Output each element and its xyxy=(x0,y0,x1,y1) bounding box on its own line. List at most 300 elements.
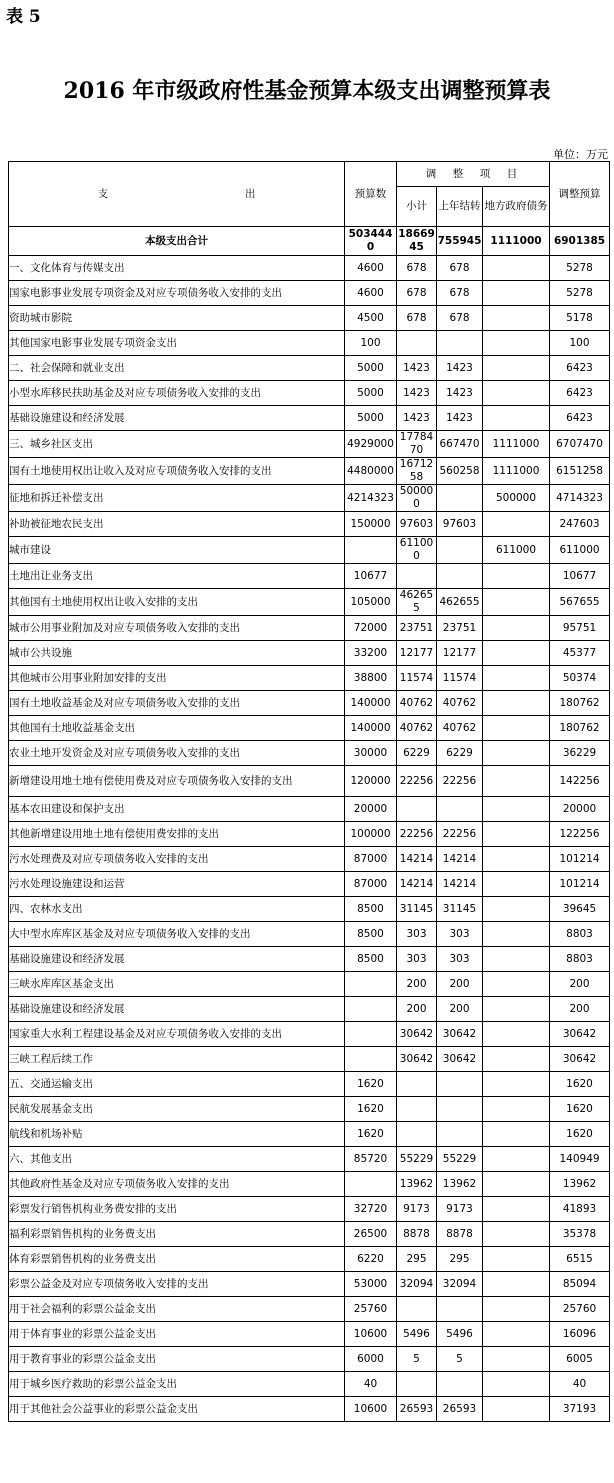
carryover-cell: 14214 xyxy=(437,847,483,872)
local-debt-cell xyxy=(483,1047,550,1072)
subtotal-cell: 14214 xyxy=(397,847,437,872)
budget-cell: 140000 xyxy=(345,691,397,716)
row-name-cell: 三峡水库库区基金支出 xyxy=(9,972,345,997)
local-debt-cell xyxy=(483,381,550,406)
header-subtotal: 小计 xyxy=(397,187,437,227)
table-row xyxy=(9,997,610,1022)
budget-cell: 6000 xyxy=(345,1347,397,1372)
carryover-cell xyxy=(437,1372,483,1397)
row-name-cell: 国有土地收益基金及对应专项债务收入安排的支出 xyxy=(9,691,345,716)
budget-cell: 4500 xyxy=(345,306,397,331)
local-debt-cell xyxy=(483,766,550,797)
subtotal-cell: 6229 xyxy=(397,741,437,766)
carryover-cell xyxy=(437,1072,483,1097)
adjusted-cell: 41893 xyxy=(550,1197,610,1222)
local-debt-cell: 1111000 xyxy=(483,458,550,485)
row-name-cell: 其他新增建设用地土地有偿使用费安排的支出 xyxy=(9,822,345,847)
adjusted-cell: 16096 xyxy=(550,1322,610,1347)
carryover-cell: 303 xyxy=(437,947,483,972)
table-row xyxy=(9,691,610,716)
budget-cell: 38800 xyxy=(345,666,397,691)
budget-cell xyxy=(345,1022,397,1047)
adjusted-cell: 6423 xyxy=(550,406,610,431)
adjusted-cell: 95751 xyxy=(550,616,610,641)
local-debt-cell xyxy=(483,616,550,641)
subtotal-cell: 1778470 xyxy=(397,431,437,458)
adjusted-cell: 50374 xyxy=(550,666,610,691)
carryover-cell: 1423 xyxy=(437,381,483,406)
carryover-cell: 30642 xyxy=(437,1022,483,1047)
adjusted-cell: 122256 xyxy=(550,822,610,847)
row-name-cell: 彩票公益金及对应专项债务收入安排的支出 xyxy=(9,1272,345,1297)
row-name-cell: 其他国有土地收益基金支出 xyxy=(9,716,345,741)
table-row xyxy=(9,485,610,512)
row-name-cell: 补助被征地农民支出 xyxy=(9,512,345,537)
local-debt-cell xyxy=(483,1147,550,1172)
subtotal-cell: 678 xyxy=(397,306,437,331)
subtotal-cell: 31145 xyxy=(397,897,437,922)
local-debt-cell xyxy=(483,1072,550,1097)
subtotal-cell: 1423 xyxy=(397,406,437,431)
adjusted-cell: 8803 xyxy=(550,947,610,972)
table-row xyxy=(9,1372,610,1397)
carryover-cell: 200 xyxy=(437,997,483,1022)
row-name-cell: 五、交通运输支出 xyxy=(9,1072,345,1097)
subtotal-cell xyxy=(397,331,437,356)
table-row xyxy=(9,1197,610,1222)
subtotal-cell xyxy=(397,1122,437,1147)
budget-cell: 26500 xyxy=(345,1222,397,1247)
budget-cell: 4600 xyxy=(345,256,397,281)
subtotal-cell xyxy=(397,1297,437,1322)
local-debt-cell xyxy=(483,1247,550,1272)
adjusted-cell: 5278 xyxy=(550,281,610,306)
carryover-cell: 1423 xyxy=(437,356,483,381)
table-row xyxy=(9,564,610,589)
row-name-cell: 城市建设 xyxy=(9,537,345,564)
subtotal-cell: 295 xyxy=(397,1247,437,1272)
table-row xyxy=(9,1222,610,1247)
carryover-cell: 13962 xyxy=(437,1172,483,1197)
row-name-cell: 用于其他社会公益事业的彩票公益金支出 xyxy=(9,1397,345,1422)
subtotal-cell: 13962 xyxy=(397,1172,437,1197)
subtotal-cell: 55229 xyxy=(397,1147,437,1172)
table-row xyxy=(9,256,610,281)
table-row xyxy=(9,972,610,997)
budget-cell xyxy=(345,1172,397,1197)
local-debt-cell xyxy=(483,512,550,537)
carryover-cell: 22256 xyxy=(437,822,483,847)
table-row xyxy=(9,281,610,306)
adjusted-cell: 20000 xyxy=(550,797,610,822)
carryover-cell: 5496 xyxy=(437,1322,483,1347)
table-row xyxy=(9,537,610,564)
subtotal-cell: 12177 xyxy=(397,641,437,666)
table-row xyxy=(9,947,610,972)
carryover-cell: 303 xyxy=(437,922,483,947)
subtotal-cell: 500000 xyxy=(397,485,437,512)
table-row xyxy=(9,1272,610,1297)
local-debt-cell xyxy=(483,1122,550,1147)
adjusted-cell: 37193 xyxy=(550,1397,610,1422)
local-debt-cell xyxy=(483,666,550,691)
budget-cell: 150000 xyxy=(345,512,397,537)
budget-cell: 20000 xyxy=(345,797,397,822)
header-local-debt: 地方政府债务 xyxy=(483,187,550,227)
local-debt-cell xyxy=(483,797,550,822)
adjusted-cell: 6707470 xyxy=(550,431,610,458)
header-carryover: 上年结转 xyxy=(437,187,483,227)
adjusted-cell: 1620 xyxy=(550,1097,610,1122)
local-debt-cell xyxy=(483,947,550,972)
local-debt-cell xyxy=(483,1022,550,1047)
carryover-cell: 8878 xyxy=(437,1222,483,1247)
adjusted-cell: 180762 xyxy=(550,691,610,716)
carryover-cell xyxy=(437,1122,483,1147)
local-debt-cell xyxy=(483,331,550,356)
subtotal-cell: 1423 xyxy=(397,381,437,406)
carryover-cell: 1423 xyxy=(437,406,483,431)
row-name-cell: 用于社会福利的彩票公益金支出 xyxy=(9,1297,345,1322)
carryover-cell: 22256 xyxy=(437,766,483,797)
row-name-cell: 用于城乡医疗救助的彩票公益金支出 xyxy=(9,1372,345,1397)
adjusted-cell: 6515 xyxy=(550,1247,610,1272)
subtotal-cell: 30642 xyxy=(397,1022,437,1047)
carryover-cell: 6229 xyxy=(437,741,483,766)
row-name-cell: 农业土地开发资金及对应专项债务收入安排的支出 xyxy=(9,741,345,766)
subtotal-cell: 200 xyxy=(397,997,437,1022)
budget-cell: 87000 xyxy=(345,847,397,872)
row-name-cell: 资助城市影院 xyxy=(9,306,345,331)
table-row xyxy=(9,922,610,947)
budget-cell: 8500 xyxy=(345,922,397,947)
budget-cell: 53000 xyxy=(345,1272,397,1297)
row-name-cell: 污水处理费及对应专项债务收入安排的支出 xyxy=(9,847,345,872)
table-row xyxy=(9,458,610,485)
local-debt-cell xyxy=(483,1197,550,1222)
carryover-cell xyxy=(437,1097,483,1122)
budget-cell: 100000 xyxy=(345,822,397,847)
adjusted-cell: 567655 xyxy=(550,589,610,616)
adjusted-cell: 30642 xyxy=(550,1022,610,1047)
adjusted-cell: 6423 xyxy=(550,356,610,381)
carryover-cell: 755945 xyxy=(437,227,483,256)
budget-cell: 30000 xyxy=(345,741,397,766)
adjusted-cell: 101214 xyxy=(550,847,610,872)
budget-cell: 1620 xyxy=(345,1072,397,1097)
row-name-cell: 三峡工程后续工作 xyxy=(9,1047,345,1072)
subtotal-cell: 1866945 xyxy=(397,227,437,256)
budget-cell: 72000 xyxy=(345,616,397,641)
carryover-cell: 462655 xyxy=(437,589,483,616)
budget-cell: 4480000 xyxy=(345,458,397,485)
local-debt-cell xyxy=(483,1297,550,1322)
adjusted-cell: 142256 xyxy=(550,766,610,797)
adjusted-cell: 200 xyxy=(550,972,610,997)
local-debt-cell xyxy=(483,922,550,947)
carryover-cell: 14214 xyxy=(437,872,483,897)
header-expense-left: 支 xyxy=(97,187,109,200)
carryover-cell xyxy=(437,1297,483,1322)
local-debt-cell xyxy=(483,1097,550,1122)
subtotal-cell: 678 xyxy=(397,281,437,306)
budget-cell: 4214323 xyxy=(345,485,397,512)
carryover-cell: 678 xyxy=(437,256,483,281)
table-row xyxy=(9,616,610,641)
row-name-cell: 用于体育事业的彩票公益金支出 xyxy=(9,1322,345,1347)
budget-cell xyxy=(345,997,397,1022)
carryover-cell xyxy=(437,797,483,822)
subtotal-cell: 26593 xyxy=(397,1397,437,1422)
table-row xyxy=(9,1247,610,1272)
budget-cell: 25760 xyxy=(345,1297,397,1322)
local-debt-cell xyxy=(483,691,550,716)
subtotal-cell: 5496 xyxy=(397,1322,437,1347)
subtotal-cell: 97603 xyxy=(397,512,437,537)
adjusted-cell: 8803 xyxy=(550,922,610,947)
adjusted-cell: 39645 xyxy=(550,897,610,922)
row-name-cell: 其他国有土地使用权出让收入安排的支出 xyxy=(9,589,345,616)
table-row xyxy=(9,741,610,766)
carryover-cell: 23751 xyxy=(437,616,483,641)
adjusted-cell: 10677 xyxy=(550,564,610,589)
table-row xyxy=(9,589,610,616)
row-name-cell: 基础设施建设和经济发展 xyxy=(9,406,345,431)
local-debt-cell xyxy=(483,256,550,281)
header-expense xyxy=(9,162,345,227)
table-label: 表 5 xyxy=(6,7,41,27)
carryover-cell: 31145 xyxy=(437,897,483,922)
adjusted-cell: 6005 xyxy=(550,1347,610,1372)
subtotal-cell: 1423 xyxy=(397,356,437,381)
adjusted-cell: 140949 xyxy=(550,1147,610,1172)
budget-cell: 5000 xyxy=(345,406,397,431)
table-row xyxy=(9,356,610,381)
budget-cell xyxy=(345,1047,397,1072)
local-debt-cell xyxy=(483,1397,550,1422)
local-debt-cell xyxy=(483,897,550,922)
subtotal-cell: 40762 xyxy=(397,716,437,741)
adjusted-cell: 5178 xyxy=(550,306,610,331)
local-debt-cell xyxy=(483,822,550,847)
subtotal-cell: 22256 xyxy=(397,822,437,847)
budget-cell: 33200 xyxy=(345,641,397,666)
carryover-cell: 295 xyxy=(437,1247,483,1272)
subtotal-cell: 5 xyxy=(397,1347,437,1372)
budget-cell: 1620 xyxy=(345,1097,397,1122)
row-name-cell: 用于教育事业的彩票公益金支出 xyxy=(9,1347,345,1372)
row-name-cell: 污水处理设施建设和运营 xyxy=(9,872,345,897)
row-name-cell: 土地出让业务支出 xyxy=(9,564,345,589)
budget-cell: 4929000 xyxy=(345,431,397,458)
row-name-cell: 彩票发行销售机构业务费安排的支出 xyxy=(9,1197,345,1222)
table-row xyxy=(9,1397,610,1422)
row-name-cell: 六、其他支出 xyxy=(9,1147,345,1172)
header-adjusted: 调整预算 xyxy=(550,162,610,227)
local-debt-cell xyxy=(483,1172,550,1197)
table-row xyxy=(9,1097,610,1122)
budget-cell: 10600 xyxy=(345,1322,397,1347)
adjusted-cell: 101214 xyxy=(550,872,610,897)
total-row xyxy=(9,227,610,256)
local-debt-cell: 500000 xyxy=(483,485,550,512)
adjusted-cell: 85094 xyxy=(550,1272,610,1297)
carryover-cell: 30642 xyxy=(437,1047,483,1072)
table-row xyxy=(9,641,610,666)
budget-cell: 8500 xyxy=(345,897,397,922)
budget-cell: 5034440 xyxy=(345,227,397,256)
table-row xyxy=(9,306,610,331)
subtotal-cell: 611000 xyxy=(397,537,437,564)
header-budget: 预算数 xyxy=(345,162,397,227)
adjusted-cell: 6423 xyxy=(550,381,610,406)
adjusted-cell: 200 xyxy=(550,997,610,1022)
carryover-cell: 12177 xyxy=(437,641,483,666)
subtotal-cell: 303 xyxy=(397,922,437,947)
row-name-cell: 其他国家电影事业发展专项资金支出 xyxy=(9,331,345,356)
subtotal-cell: 14214 xyxy=(397,872,437,897)
budget-cell xyxy=(345,537,397,564)
adjusted-cell: 45377 xyxy=(550,641,610,666)
row-name-cell: 国有土地使用权出让收入及对应专项债务收入安排的支出 xyxy=(9,458,345,485)
table-row xyxy=(9,1122,610,1147)
carryover-cell: 5 xyxy=(437,1347,483,1372)
local-debt-cell xyxy=(483,1322,550,1347)
subtotal-cell xyxy=(397,1372,437,1397)
subtotal-cell: 32094 xyxy=(397,1272,437,1297)
local-debt-cell xyxy=(483,872,550,897)
local-debt-cell xyxy=(483,847,550,872)
subtotal-cell: 30642 xyxy=(397,1047,437,1072)
adjusted-cell: 180762 xyxy=(550,716,610,741)
local-debt-cell xyxy=(483,997,550,1022)
subtotal-cell: 23751 xyxy=(397,616,437,641)
table-row xyxy=(9,1347,610,1372)
row-name-cell: 基础设施建设和经济发展 xyxy=(9,947,345,972)
row-name-cell: 航线和机场补贴 xyxy=(9,1122,345,1147)
table-row xyxy=(9,872,610,897)
subtotal-cell: 8878 xyxy=(397,1222,437,1247)
carryover-cell: 560258 xyxy=(437,458,483,485)
carryover-cell xyxy=(437,485,483,512)
row-name-cell: 民航发展基金支出 xyxy=(9,1097,345,1122)
budget-table xyxy=(8,161,610,1422)
subtotal-cell: 11574 xyxy=(397,666,437,691)
table-row xyxy=(9,897,610,922)
adjusted-cell: 5278 xyxy=(550,256,610,281)
row-name-cell: 四、农林水支出 xyxy=(9,897,345,922)
adjusted-cell: 247603 xyxy=(550,512,610,537)
local-debt-cell xyxy=(483,589,550,616)
carryover-cell xyxy=(437,331,483,356)
local-debt-cell xyxy=(483,641,550,666)
table-row xyxy=(9,797,610,822)
row-name-cell: 其他政府性基金及对应专项债务收入安排的支出 xyxy=(9,1172,345,1197)
subtotal-cell: 303 xyxy=(397,947,437,972)
table-row xyxy=(9,847,610,872)
local-debt-cell xyxy=(483,306,550,331)
adjusted-cell: 30642 xyxy=(550,1047,610,1072)
subtotal-cell: 9173 xyxy=(397,1197,437,1222)
adjusted-cell: 13962 xyxy=(550,1172,610,1197)
budget-cell: 105000 xyxy=(345,589,397,616)
table-row xyxy=(9,666,610,691)
table-row xyxy=(9,1047,610,1072)
table-row xyxy=(9,512,610,537)
budget-cell: 5000 xyxy=(345,356,397,381)
table-row xyxy=(9,1172,610,1197)
budget-cell: 140000 xyxy=(345,716,397,741)
subtotal-cell: 1671258 xyxy=(397,458,437,485)
budget-cell: 10600 xyxy=(345,1397,397,1422)
subtotal-cell: 22256 xyxy=(397,766,437,797)
subtotal-cell: 200 xyxy=(397,972,437,997)
adjusted-cell: 6151258 xyxy=(550,458,610,485)
local-debt-cell xyxy=(483,406,550,431)
local-debt-cell xyxy=(483,1347,550,1372)
budget-cell: 6220 xyxy=(345,1247,397,1272)
carryover-cell: 26593 xyxy=(437,1397,483,1422)
unit-label: 单位：万元 xyxy=(553,148,608,161)
carryover-cell: 678 xyxy=(437,281,483,306)
local-debt-cell xyxy=(483,564,550,589)
carryover-cell: 11574 xyxy=(437,666,483,691)
subtotal-cell xyxy=(397,797,437,822)
budget-cell: 10677 xyxy=(345,564,397,589)
table-row xyxy=(9,1297,610,1322)
table-row xyxy=(9,1072,610,1097)
header-adjust-group: 调 整 项 目 xyxy=(397,162,550,187)
carryover-cell xyxy=(437,564,483,589)
row-name-cell: 体育彩票销售机构的业务费支出 xyxy=(9,1247,345,1272)
budget-cell: 5000 xyxy=(345,381,397,406)
carryover-cell: 55229 xyxy=(437,1147,483,1172)
table-row xyxy=(9,431,610,458)
row-name-cell: 本级支出合计 xyxy=(9,227,345,256)
carryover-cell: 32094 xyxy=(437,1272,483,1297)
adjusted-cell: 35378 xyxy=(550,1222,610,1247)
table-row xyxy=(9,381,610,406)
budget-cell: 120000 xyxy=(345,766,397,797)
row-name-cell: 大中型水库库区基金及对应专项债务收入安排的支出 xyxy=(9,922,345,947)
adjusted-cell: 25760 xyxy=(550,1297,610,1322)
table-row xyxy=(9,406,610,431)
table-header xyxy=(9,162,610,227)
adjusted-cell: 6901385 xyxy=(550,227,610,256)
row-name-cell: 二、社会保障和就业支出 xyxy=(9,356,345,381)
page-title: 2016 年市级政府性基金预算本级支出调整预算表 xyxy=(63,78,551,104)
local-debt-cell xyxy=(483,1372,550,1397)
local-debt-cell: 1111000 xyxy=(483,227,550,256)
row-name-cell: 新增建设用地土地有偿使用费及对应专项债务收入安排的支出 xyxy=(9,766,345,797)
local-debt-cell xyxy=(483,1272,550,1297)
local-debt-cell: 1111000 xyxy=(483,431,550,458)
row-name-cell: 基础设施建设和经济发展 xyxy=(9,997,345,1022)
table-body xyxy=(9,227,610,1422)
header-expense-right: 出 xyxy=(244,187,256,200)
table-row xyxy=(9,716,610,741)
local-debt-cell: 611000 xyxy=(483,537,550,564)
adjusted-cell: 611000 xyxy=(550,537,610,564)
carryover-cell: 9173 xyxy=(437,1197,483,1222)
subtotal-cell xyxy=(397,1097,437,1122)
carryover-cell: 200 xyxy=(437,972,483,997)
adjusted-cell: 36229 xyxy=(550,741,610,766)
row-name-cell: 一、文化体育与传媒支出 xyxy=(9,256,345,281)
budget-cell: 32720 xyxy=(345,1197,397,1222)
row-name-cell: 三、城乡社区支出 xyxy=(9,431,345,458)
table-row xyxy=(9,331,610,356)
